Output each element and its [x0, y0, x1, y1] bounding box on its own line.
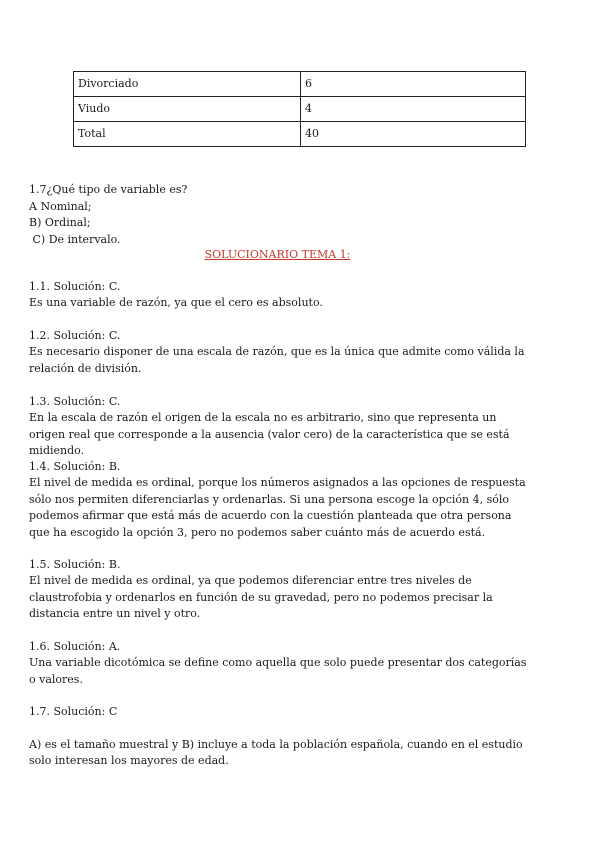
- question-text: 1.7¿Qué tipo de variable es?: [29, 183, 188, 196]
- final-note: [29, 737, 534, 770]
- frequency-table: [73, 71, 526, 147]
- solution-text: El nivel de medida es ordinal, porque los números asignados a las opciones de respuesta sólo nos permiten diferenciarlas y ordenarlas. Si una persona escoge la opción 4, sólo podemos afirmar que está más de acuerdo con la cuestión planteada que otra persona que ha escogido la opción 3, pero no podemos saber cuánto más de acuerdo está.: [29, 476, 526, 539]
- table-row: [74, 122, 526, 147]
- table-row: [74, 72, 526, 97]
- final-note-text: A) es el tamaño muestral y B) incluye a toda la población española, cuando en el estudio solo interesan los mayores de edad.: [29, 738, 523, 768]
- solution-text: Es una variable de razón, ya que el cero es absoluto.: [29, 296, 323, 310]
- solution-7: [29, 704, 534, 720]
- solutions-title: SOLUCIONARIO TEMA 1:: [204, 248, 351, 261]
- solution-heading: 1.1. Solución: C.: [29, 280, 121, 293]
- solution-heading: 1.6. Solución: A.: [29, 640, 121, 653]
- table-cell-value: 6: [301, 72, 526, 97]
- table-cell-label: Divorciado: [74, 72, 301, 97]
- solution-6: [29, 639, 534, 688]
- solution-heading: 1.4. Solución: B.: [29, 460, 121, 473]
- solution-heading: 1.3. Solución: C.: [29, 395, 121, 408]
- solution-text: En la escala de razón el origen de la escala no es arbitrario, sino que representa un origen real que corresponde a la ausencia (valor cero) de la característica que se está midiendo.: [29, 411, 510, 458]
- table-cell-value: 4: [301, 97, 526, 122]
- solution-text: Una variable dicotómica se define como aquella que solo puede presentar dos categorías o valores.: [29, 656, 527, 686]
- table-cell-label: Viudo: [74, 97, 301, 122]
- solution-1: [29, 279, 534, 312]
- option-b: B) Ordinal;: [29, 216, 91, 230]
- solution-3: [29, 394, 534, 460]
- table-row: [74, 97, 526, 122]
- solution-heading: 1.7. Solución: C: [29, 705, 118, 718]
- solution-heading: 1.2. Solución: C.: [29, 329, 121, 342]
- solution-4: [29, 459, 534, 541]
- solution-heading: 1.5. Solución: B.: [29, 558, 121, 571]
- solution-text: El nivel de medida es ordinal, ya que podemos diferenciar entre tres niveles de claustrofobia y ordenarlos en función de su gravedad, pero no podemos precisar la distancia entre un nivel y otro.: [29, 574, 493, 621]
- solution-2: [29, 328, 534, 377]
- solution-5: [29, 557, 534, 623]
- question-block: [29, 182, 187, 248]
- option-a: A Nominal;: [29, 199, 92, 213]
- table-cell-value: 40: [301, 122, 526, 147]
- table-cell-label: Total: [74, 122, 301, 147]
- solution-text: Es necesario disponer de una escala de razón, que es la única que admite como válida la relación de división.: [29, 345, 525, 375]
- option-c: C) De intervalo.: [29, 232, 121, 246]
